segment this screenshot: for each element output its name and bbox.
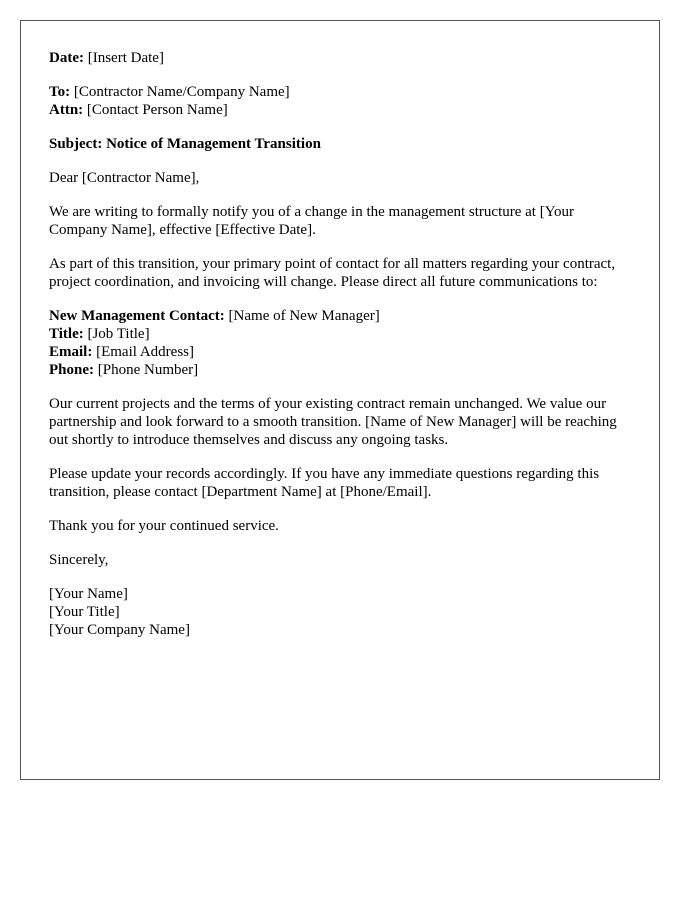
phone-label: Phone: [49, 362, 94, 378]
paragraph-transition: As part of this transition, your primary point of contact for all matters regarding your contract, project coordination, and invoicing will change. Please direct all future communications to: [49, 256, 616, 290]
subject-line: Subject: Notice of Management Transition [49, 136, 321, 152]
letter-page [20, 20, 660, 780]
email-line [49, 343, 631, 361]
signature-title: [Your Title] [49, 604, 120, 620]
to-value: [Contractor Name/Company Name] [73, 84, 290, 100]
signature-name: [Your Name] [49, 586, 128, 602]
date-label: Date: [49, 50, 84, 66]
email-label: Email: [49, 344, 93, 360]
recipient-block [49, 83, 631, 119]
manager-label: New Management Contact: [49, 308, 225, 324]
paragraph-projects: Our current projects and the terms of your existing contract remain unchanged. We value our partnership and look forward to a smooth transition. [Name of New Manager] will be reaching out shortly to introduce themselves and discuss any ongoing tasks. [49, 396, 617, 448]
salutation: Dear [Contractor Name], [49, 170, 200, 186]
attn-label: Attn: [49, 102, 84, 118]
phone-line [49, 361, 631, 379]
paragraph-records: Please update your records accordingly. If you have any immediate questions regarding this transition, please contact [Department Name] at [Phone/Email]. [49, 466, 600, 500]
attn-value: [Contact Person Name] [86, 102, 228, 118]
thanks-line: Thank you for your continued service. [49, 518, 279, 534]
contact-block [49, 307, 631, 379]
title-value: [Job Title] [87, 326, 150, 342]
closing-line: Sincerely, [49, 552, 109, 568]
attn-line [49, 101, 631, 119]
email-value: [Email Address] [96, 344, 194, 360]
signature-block [49, 585, 631, 639]
manager-value: [Name of New Manager] [228, 308, 380, 324]
date-line [49, 49, 631, 67]
signature-company: [Your Company Name] [49, 622, 190, 638]
phone-value: [Phone Number] [97, 362, 199, 378]
to-label: To: [49, 84, 71, 100]
title-label: Title: [49, 326, 84, 342]
title-line [49, 325, 631, 343]
to-line [49, 83, 631, 101]
paragraph-notice: We are writing to formally notify you of a change in the management structure at [Your Company Name], effective [Effective Date]. [49, 204, 575, 238]
manager-line [49, 307, 631, 325]
date-value: [Insert Date] [87, 50, 164, 66]
